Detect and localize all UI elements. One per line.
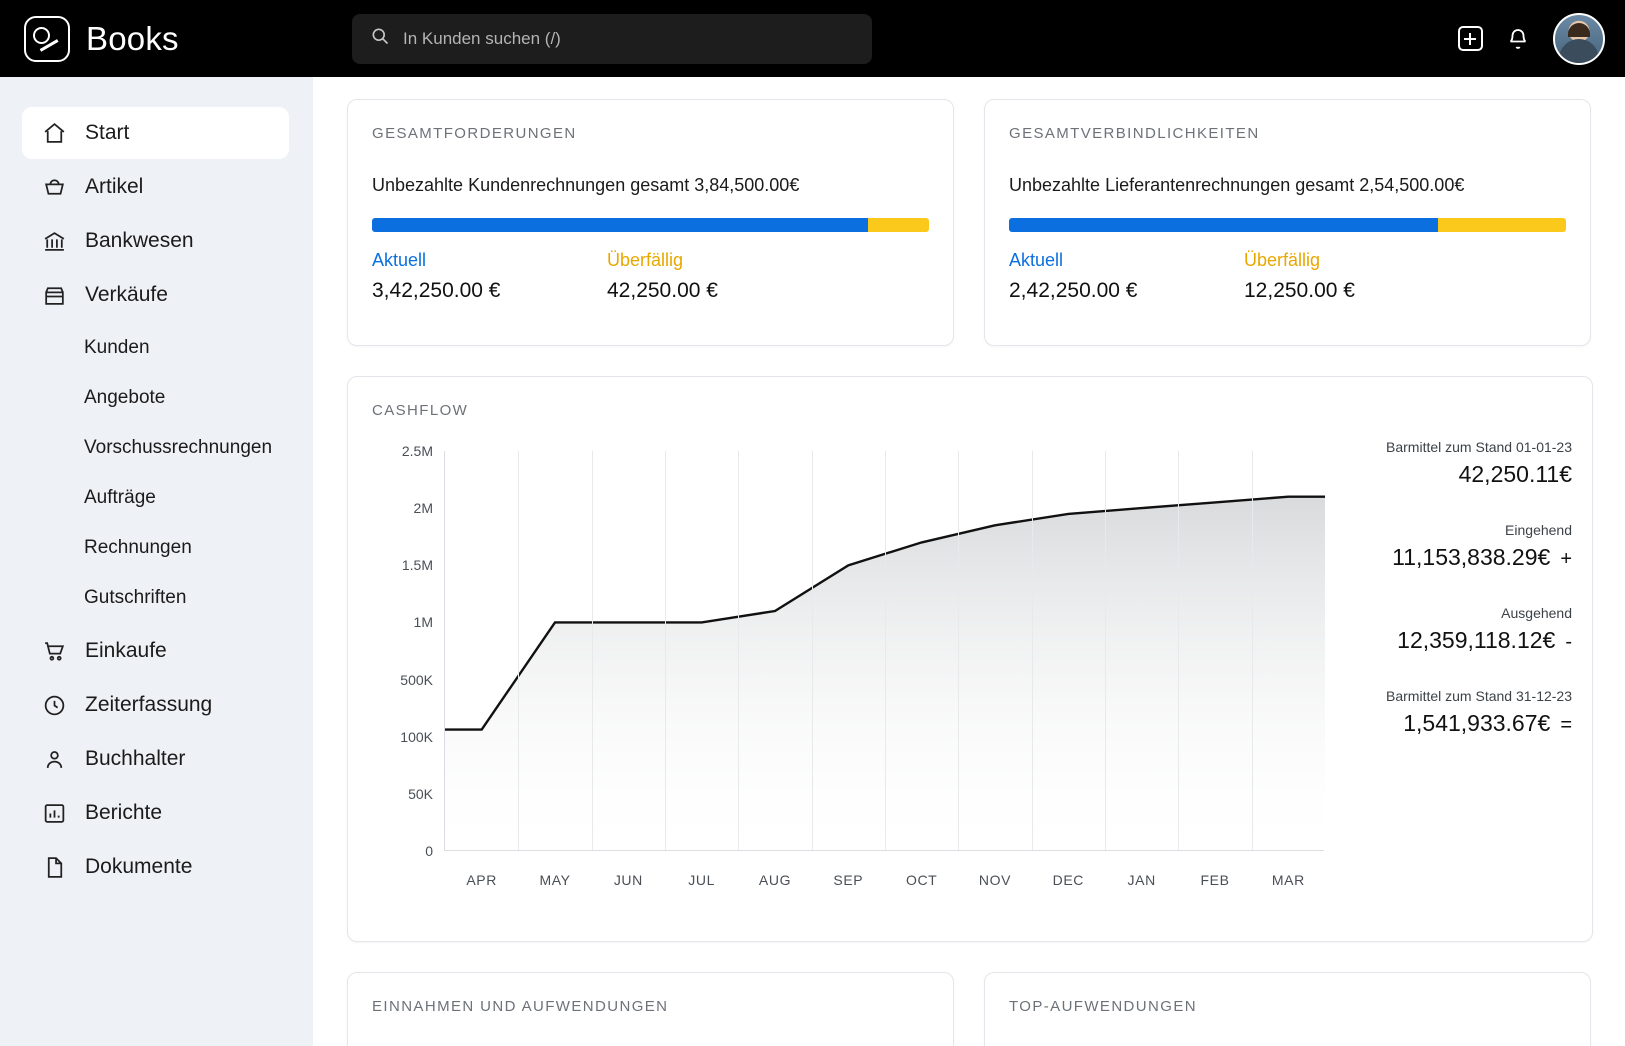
incoming-amount: 11,153,838.29€ (1392, 544, 1551, 570)
top-bar (0, 0, 1625, 77)
y-axis-label: 2M (413, 500, 433, 517)
x-axis-label: SEP (833, 872, 864, 888)
summary-cards-row (347, 99, 1591, 346)
receivables-progress-bar (372, 218, 929, 232)
cashflow-summary (1362, 439, 1572, 771)
receivables-title: GESAMTFORDERUNGEN (372, 125, 577, 142)
grid-line (1178, 451, 1179, 850)
sidebar-item-auftraege[interactable]: Aufträge (84, 487, 156, 508)
cart-icon (42, 639, 67, 664)
x-axis-label: DEC (1052, 872, 1085, 888)
sidebar-item-vorschussrechnungen[interactable]: Vorschussrechnungen (84, 437, 273, 458)
incoming-label: Eingehend (1505, 522, 1572, 538)
grid-line (592, 451, 593, 850)
sidebar-item-buchhalter[interactable] (22, 733, 289, 785)
outgoing-value (1362, 627, 1572, 654)
sidebar-item-kunden[interactable]: Kunden (84, 337, 150, 358)
bell-icon (1506, 27, 1530, 51)
sidebar-label-start: Start (85, 121, 130, 144)
closing-balance-value (1362, 710, 1572, 737)
y-axis-label: 2.5M (401, 443, 433, 459)
chart-icon (42, 801, 67, 826)
books-logo-icon (24, 16, 70, 62)
closing-balance-label: Barmittel zum Stand 31-12-23 (1386, 688, 1572, 704)
sidebar-label-zeiterfassung: Zeiterfassung (85, 693, 213, 716)
bank-icon (42, 229, 67, 254)
sidebar-item-bankwesen[interactable] (22, 215, 289, 267)
opening-balance-label: Barmittel zum Stand 01-01-23 (1386, 439, 1572, 455)
grid-line (665, 451, 666, 850)
x-axis-label: JUN (613, 872, 643, 888)
grid-line (958, 451, 959, 850)
closing-amount: 1,541,933.67€ (1403, 710, 1551, 736)
item-icon (42, 175, 67, 200)
cashflow-chart (372, 439, 1572, 919)
chart-plot-area (400, 443, 1324, 888)
sidebar-label-verkaufe: Verkäufe (85, 283, 168, 306)
sidebar-item-zeiterfassung[interactable] (22, 679, 289, 731)
x-axis-label: AUG (758, 872, 792, 888)
grid-line (885, 451, 886, 850)
sidebar (0, 77, 313, 1046)
income-expense-title: EINNAHMEN UND AUFWENDUNGEN (372, 998, 669, 1015)
grid-line (1032, 451, 1033, 850)
incoming-value (1362, 544, 1572, 571)
clock-icon (42, 693, 67, 718)
grid-line (518, 451, 519, 850)
payables-overdue (1244, 250, 1479, 303)
receivables-card (347, 99, 954, 346)
store-icon (42, 283, 67, 308)
closing-operator: = (1560, 714, 1572, 736)
sidebar-label-bankwesen: Bankwesen (85, 229, 194, 252)
y-axis-label: 0 (425, 843, 433, 859)
grid-line (1105, 451, 1106, 850)
top-expenses-title: TOP-AUFWENDUNGEN (1009, 998, 1197, 1015)
app-title: Books (86, 19, 179, 57)
grid-line (1252, 451, 1253, 850)
payables-card (984, 99, 1591, 346)
receivables-overdue (607, 250, 842, 303)
x-axis-label: MAR (1271, 872, 1305, 888)
payables-legend (985, 232, 1590, 303)
sidebar-item-start[interactable] (22, 107, 289, 159)
payables-title: GESAMTVERBINDLICHKEITEN (1009, 125, 1260, 142)
x-axis-label: FEB (1200, 872, 1230, 888)
topbar-actions (1457, 13, 1605, 65)
opening-balance-value: 42,250.11€ (1458, 461, 1572, 487)
incoming-operator: + (1560, 548, 1572, 570)
outgoing-label: Ausgehend (1501, 605, 1572, 621)
x-axis-label: OCT (905, 872, 938, 888)
sidebar-label-einkaufe: Einkaufe (85, 639, 167, 662)
accountant-icon (42, 747, 67, 772)
receivables-overdue-value: 42,250.00 € (607, 279, 718, 302)
y-axis-label: 1M (413, 614, 433, 631)
plus-icon (1458, 26, 1483, 51)
add-new-button[interactable] (1457, 26, 1483, 52)
cashflow-card (347, 376, 1593, 942)
cashflow-title: CASHFLOW (372, 402, 469, 419)
receivables-subtitle: Unbezahlte Kundenrechnungen gesamt 3,84,500.00€ (372, 175, 800, 195)
payables-current-value: 2,42,250.00 € (1009, 279, 1138, 302)
payables-subtitle: Unbezahlte Lieferantenrechnungen gesamt 2,54,500.00€ (1009, 175, 1465, 195)
main-content (313, 77, 1625, 1046)
sidebar-item-angebote[interactable]: Angebote (84, 387, 166, 408)
payables-current (1009, 250, 1244, 303)
payables-progress-bar (1009, 218, 1566, 232)
receivables-current-label: Aktuell (372, 250, 427, 270)
receivables-legend (348, 232, 953, 303)
sidebar-item-verkaufe[interactable] (22, 269, 289, 321)
receivables-current (372, 250, 607, 303)
grid-line (738, 451, 739, 850)
outgoing-operator: - (1565, 631, 1572, 653)
payables-current-label: Aktuell (1009, 250, 1064, 270)
sidebar-item-gutschriften[interactable]: Gutschriften (84, 587, 187, 608)
sidebar-item-artikel[interactable] (22, 161, 289, 213)
top-expenses-card (984, 972, 1591, 1046)
receivables-current-value: 3,42,250.00 € (372, 279, 501, 302)
outgoing-amount: 12,359,118.12€ (1397, 627, 1556, 653)
search-input[interactable] (403, 29, 854, 49)
sidebar-label-berichte: Berichte (85, 801, 163, 824)
x-axis-label: JUL (688, 872, 716, 888)
y-axis-label: 1.5M (401, 557, 433, 574)
payables-overdue-label: Überfällig (1244, 250, 1321, 270)
avatar[interactable] (1553, 13, 1605, 65)
sidebar-item-einkaufe[interactable] (22, 625, 289, 677)
bottom-cards-row (347, 972, 1591, 1046)
sidebar-item-berichte[interactable] (22, 787, 289, 839)
sidebar-label-artikel: Artikel (85, 175, 144, 198)
x-axis-label: JAN (1127, 872, 1156, 888)
sidebar-label-dokumente: Dokumente (85, 855, 193, 878)
x-axis-label: NOV (978, 872, 1012, 888)
receivables-overdue-label: Überfällig (607, 250, 684, 270)
app-logo[interactable] (24, 16, 284, 62)
sidebar-item-dokumente[interactable] (22, 841, 289, 893)
notifications-button[interactable] (1505, 26, 1531, 52)
grid-line (812, 451, 813, 850)
payables-overdue-value: 12,250.00 € (1244, 279, 1355, 302)
search-bar[interactable] (352, 14, 872, 64)
x-axis-label: APR (466, 872, 497, 888)
document-icon (42, 855, 67, 880)
sidebar-item-rechnungen[interactable]: Rechnungen (84, 537, 192, 558)
search-icon (370, 26, 390, 51)
y-axis-label: 50K (408, 785, 433, 802)
sidebar-label-buchhalter: Buchhalter (85, 747, 186, 770)
y-axis-label: 500K (400, 671, 433, 688)
income-expense-card (347, 972, 954, 1046)
x-axis-label: MAY (539, 872, 571, 888)
y-axis-label: 100K (400, 728, 433, 745)
home-icon (42, 121, 67, 146)
